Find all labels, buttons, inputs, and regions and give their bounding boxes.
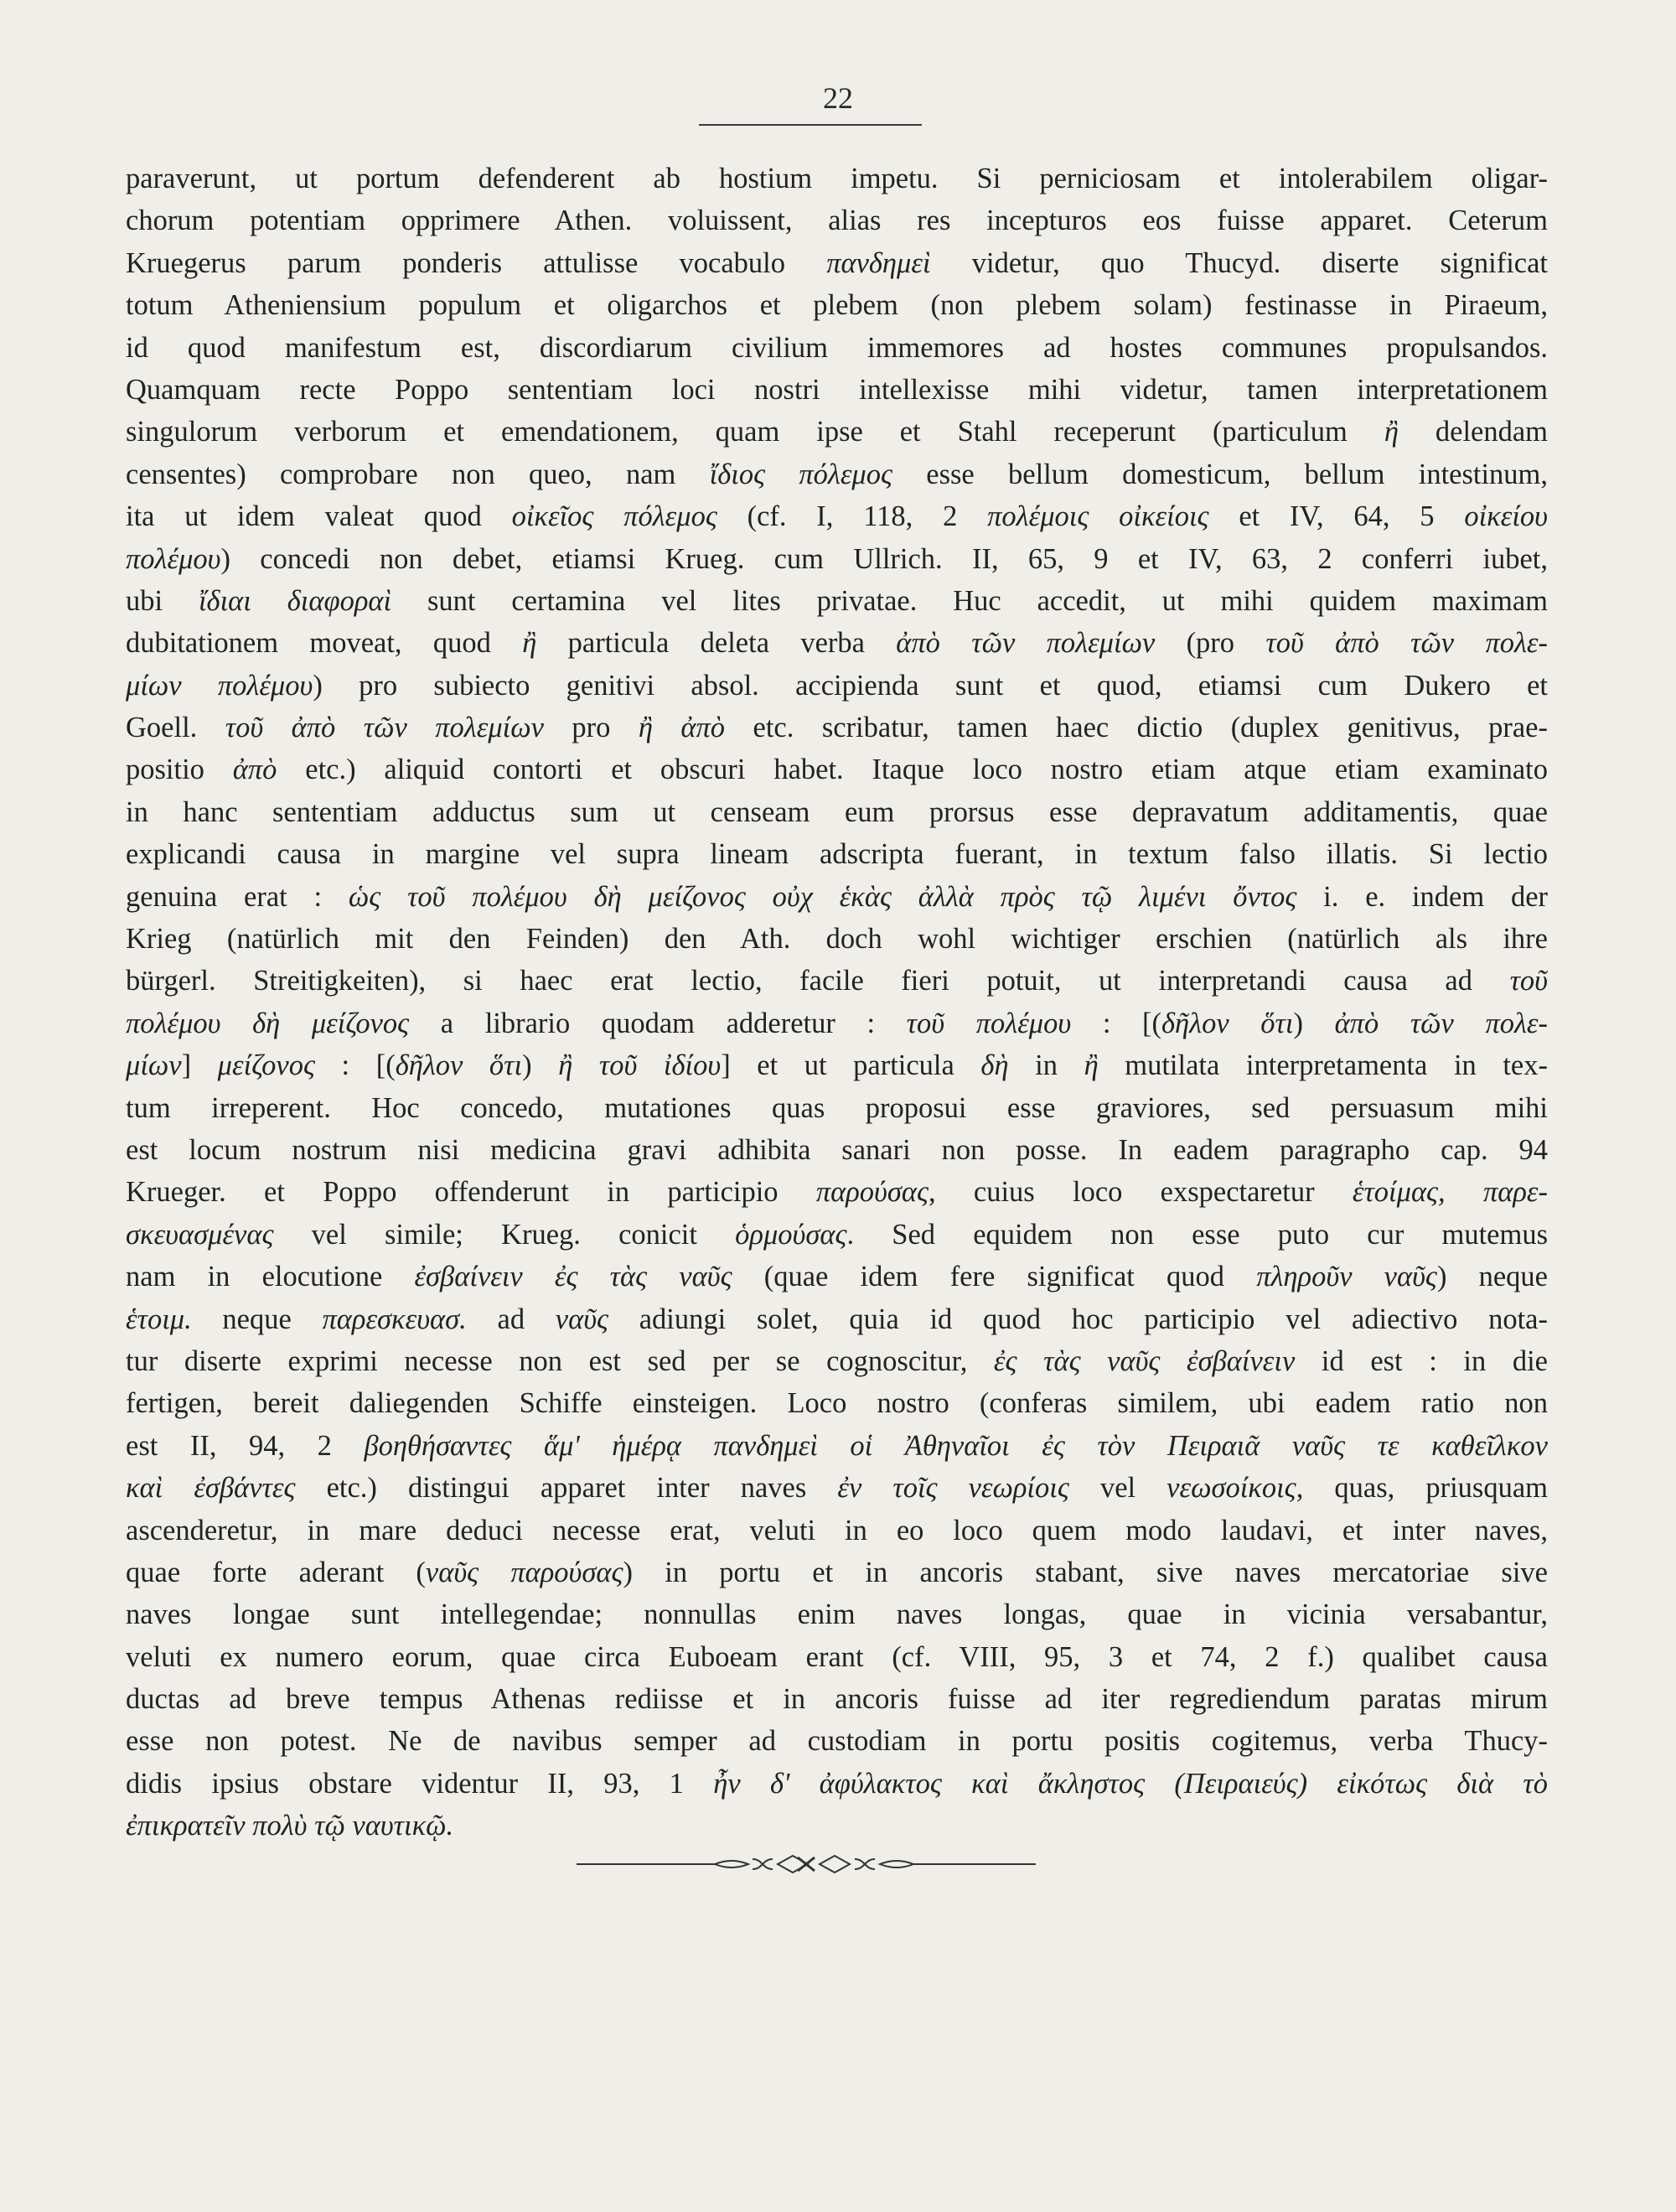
latin-text: etc.) distingui apparet inter naves — [295, 1472, 838, 1505]
latin-text: (quae idem fere significat quod — [732, 1261, 1257, 1293]
greek-text: ἴδιος πόλεμος — [709, 458, 892, 490]
greek-text: τοῦ ἀπὸ τῶν πολεμίων — [225, 712, 544, 744]
greek-text: μείζονος — [217, 1049, 315, 1082]
greek-text: παρεσκευασ. — [322, 1303, 467, 1335]
latin-text: chorum potentiam opprimere Athen. voluissent, alias res incepturos eos fuisse apparet. Ceterum — [126, 205, 1548, 237]
latin-text: delendam — [1398, 416, 1548, 448]
latin-text: bürgerl. Streitigkeiten), si haec erat lectio, facile fieri potuit, ut interpretandi causa ad — [126, 965, 1510, 997]
latin-text: naves longae sunt intellegendae; nonnullas enim naves longas, quae in vicinia versabantur, — [126, 1598, 1548, 1631]
latin-text: vel — [1068, 1472, 1167, 1505]
greek-text: ἐν τοῖς νεωρίοις — [837, 1472, 1069, 1505]
text-line — [126, 1214, 1548, 1256]
latin-text: et IV, 64, 5 — [1208, 500, 1465, 533]
text-line — [126, 1425, 1548, 1467]
text-line — [126, 1636, 1548, 1678]
latin-text: censentes) comprobare non queo, nam — [126, 458, 710, 490]
text-line — [126, 1171, 1548, 1213]
body-text — [126, 158, 1548, 1847]
latin-text: i. e. indem der — [1296, 880, 1549, 913]
text-line — [126, 199, 1548, 241]
greek-text: ἀπὸ τῶν πολε- — [1334, 1007, 1549, 1039]
greek-text: δῆλον ὅτι — [1161, 1007, 1294, 1039]
greek-text: νεωσοίκοις — [1166, 1472, 1296, 1505]
latin-text: id quod manifestum est, discordiarum civilium immemores ad hostes communes propulsandos. — [126, 331, 1548, 364]
latin-text: veluti ex numero eorum, quae circa Euboeam erant (cf. VIII, 95, 3 et 74, 2 f.) qualibet causa — [126, 1640, 1548, 1673]
text-line — [126, 1720, 1548, 1762]
latin-text: , cuius loco exspectaretur — [929, 1176, 1353, 1209]
latin-text: ita ut idem valeat quod — [126, 500, 512, 533]
greek-text: ἑτοίμας, παρε- — [1352, 1176, 1548, 1209]
latin-text: particula deleta verba — [536, 627, 897, 660]
greek-text: ἢ — [1384, 416, 1399, 448]
latin-text: etc. scribatur, tamen haec dictio (duplex genitivus, prae- — [725, 712, 1548, 744]
latin-text: ductas ad breve tempus Athenas rediisse et in ancoris fuisse ad iter regrediendum paratas mirum — [126, 1683, 1548, 1716]
latin-text: Quamquam recte Poppo sententiam loci nostri intellexisse mihi videtur, tamen interpretationem — [126, 373, 1548, 406]
latin-text: . Sed equidem non esse puto cur mutemus — [846, 1218, 1548, 1251]
text-line — [126, 580, 1548, 622]
text-line — [126, 707, 1548, 749]
latin-text: etc.) aliquid contorti et obscuri habet. Itaque loco nostro etiam atque etiam examinato — [277, 754, 1548, 786]
latin-text: explicandi causa in margine vel supra lineam adscripta fuerant, in textum falso illatis. Si lectio — [126, 838, 1548, 871]
greek-text: καὶ ἐσβάντες — [126, 1472, 296, 1505]
latin-text: singulorum verborum et emendationem, quam ipse et Stahl receperunt (particulum — [126, 416, 1384, 448]
text-line — [126, 918, 1548, 960]
greek-text: ἦν δ' ἀφύλακτος καὶ ἄκληστος (Πειραιεύς) εἰκότως διὰ τὸ — [713, 1767, 1549, 1800]
latin-text: ) concedi non debet, etiamsi Krueg. cum Ullrich. II, 65, 9 et IV, 63, 2 conferri iubet, — [220, 542, 1548, 575]
greek-text: ἐσβαίνειν ἐς τὰς ναῦς — [414, 1261, 732, 1293]
text-line — [126, 1087, 1548, 1129]
latin-text: ) — [1293, 1007, 1335, 1039]
latin-text: neque — [191, 1303, 323, 1335]
latin-text: ) in portu et in ancoris stabant, sive naves mercatoriae sive — [623, 1556, 1548, 1588]
greek-text: πολέμοις οἰκείοις — [987, 500, 1209, 533]
latin-text: tur diserte exprimi necesse non est sed per se cognoscitur, — [126, 1344, 994, 1377]
latin-text: ] — [181, 1049, 218, 1082]
text-line — [126, 495, 1548, 537]
latin-text: a librario quodam adderetur : — [409, 1007, 907, 1039]
greek-text: ναῦς παρούσας — [425, 1556, 623, 1588]
latin-text: in — [1008, 1049, 1084, 1082]
latin-text: quae forte aderant ( — [126, 1556, 426, 1588]
greek-text: βοηθήσαντες ἅμ' ἡμέρᾳ πανδημεὶ οἱ Ἀθηναῖοι ἐς τὸν Πειραιᾶ ναῦς τε καθεῖλκον — [364, 1429, 1548, 1462]
greek-text: ὡς τοῦ πολέμου δὴ μείζονος οὐχ ἑκὰς ἀλλὰ πρὸς τῷ λιμένι ὄντος — [348, 880, 1297, 913]
text-line — [126, 1510, 1548, 1552]
latin-text: : [( — [314, 1049, 396, 1082]
latin-text: tum irreperent. Hoc concedo, mutationes quas proposui esse graviores, sed persuasum mihi — [126, 1091, 1548, 1124]
text-line — [126, 411, 1548, 453]
greek-text: τοῦ πολέμου — [906, 1007, 1072, 1039]
text-line — [126, 1382, 1548, 1424]
latin-text: Goell. — [126, 712, 225, 744]
latin-text: mutilata interpretamenta in tex- — [1098, 1049, 1548, 1082]
latin-text: ad — [466, 1303, 556, 1335]
greek-text: πανδημεὶ — [826, 246, 931, 279]
latin-text: ) neque — [1436, 1261, 1548, 1293]
greek-text: οἰκεῖος πόλεμος — [511, 500, 717, 533]
latin-text: esse bellum domesticum, bellum intestinum, — [892, 458, 1549, 490]
greek-text: μίων πολέμου — [126, 669, 313, 702]
latin-text: adiungi solet, quia id quod hoc participio vel adiectivo nota- — [608, 1303, 1548, 1335]
text-line — [126, 1340, 1548, 1382]
text-line — [126, 1552, 1548, 1593]
latin-text: vel simile; Krueg. conicit — [273, 1218, 736, 1251]
text-line — [126, 1678, 1548, 1720]
text-line — [126, 538, 1548, 580]
greek-text: δὴ — [980, 1049, 1009, 1082]
greek-text: δῆλον ὅτι — [395, 1049, 523, 1082]
greek-text: οἰκείου — [1464, 500, 1548, 533]
text-line — [126, 1298, 1548, 1340]
greek-text: τοῦ — [1509, 965, 1548, 997]
latin-text: ubi — [126, 584, 199, 617]
greek-text: ἀπὸ — [232, 754, 277, 786]
latin-text: est locum nostrum nisi medicina gravi adhibita sanari non posse. In eadem paragrapho cap. 94 — [126, 1133, 1548, 1166]
greek-text: ἐπικρατεῖν πολὺ τῷ ναυτικῷ. — [126, 1810, 454, 1842]
greek-text: ὁρμούσας — [735, 1218, 847, 1251]
greek-text: ἀπὸ τῶν πολεμίων — [896, 627, 1156, 660]
latin-text: didis ipsius obstare videntur II, 93, 1 — [126, 1767, 714, 1800]
text-line — [126, 833, 1548, 875]
end-ornament — [577, 1852, 1036, 1876]
text-line — [126, 158, 1548, 199]
latin-text: id est : in die — [1295, 1344, 1548, 1377]
latin-text: ) pro subiecto genitivi absol. accipienda sunt et quod, etiamsi cum Dukero et — [313, 669, 1549, 702]
latin-text: Kruegerus parum ponderis attulisse vocabulo — [126, 246, 827, 279]
latin-text: Krieg (natürlich mit den Feinden) den Ath. doch wohl wichtiger erschien (natürlich als ihre — [126, 923, 1548, 956]
page-number: 22 — [823, 81, 853, 115]
greek-text: παρούσας — [815, 1176, 929, 1209]
greek-text: ἢ — [1084, 1049, 1099, 1082]
latin-text: paraverunt, ut portum defenderent ab hostium impetu. Si perniciosam et intolerabilem oligar- — [126, 163, 1548, 194]
page-number-rule — [699, 124, 922, 126]
greek-text: ἑτοιμ. — [126, 1303, 192, 1335]
latin-text: videtur, quo Thucyd. diserte significat — [930, 246, 1548, 279]
text-line — [126, 622, 1548, 664]
greek-text: ναῦς — [555, 1303, 609, 1335]
text-line — [126, 791, 1548, 833]
text-line — [126, 1467, 1548, 1509]
greek-text: πληροῦν ναῦς — [1256, 1261, 1437, 1293]
latin-text: dubitationem moveat, quod — [126, 627, 523, 660]
latin-text: pro — [543, 712, 639, 744]
latin-text: , quas, priusquam — [1296, 1472, 1548, 1505]
greek-text: πολέμου δὴ μείζονος — [126, 1007, 410, 1039]
latin-text: Krueger. et Poppo offenderunt in participio — [126, 1176, 816, 1209]
text-line — [126, 1763, 1548, 1805]
text-line — [126, 453, 1548, 495]
latin-text: (cf. I, 118, 2 — [716, 500, 988, 533]
greek-text: τοῦ ἀπὸ τῶν πολε- — [1265, 627, 1549, 660]
greek-text: ἢ ἀπὸ — [638, 712, 726, 744]
greek-text: μίων — [126, 1049, 182, 1082]
text-line — [126, 960, 1548, 1002]
latin-text: nam in elocutione — [126, 1261, 415, 1293]
text-line — [126, 749, 1548, 790]
text-line — [126, 1002, 1548, 1044]
latin-text: genuina erat : — [126, 880, 349, 913]
latin-text: fertigen, bereit daliegenden Schiffe einsteigen. Loco nostro (conferas similem, ubi eadem ratio non — [126, 1387, 1548, 1420]
text-line — [126, 369, 1548, 411]
text-line — [126, 665, 1548, 707]
text-line — [126, 1256, 1548, 1298]
latin-text: totum Atheniensium populum et oligarchos et plebem (non plebem solam) festinasse in Piraeum, — [126, 289, 1548, 322]
text-line — [126, 876, 1548, 918]
latin-text: ] et ut particula — [721, 1049, 981, 1082]
latin-text: ) — [522, 1049, 559, 1082]
greek-text: πολέμου — [126, 542, 221, 575]
text-line — [126, 1593, 1548, 1635]
text-line — [126, 327, 1548, 369]
text-line — [126, 284, 1548, 326]
greek-text: σκευασμένας — [126, 1218, 274, 1251]
latin-text: sunt certamina vel lites privatae. Huc accedit, ut mihi quidem maximam — [391, 584, 1548, 617]
latin-text: est II, 94, 2 — [126, 1429, 365, 1462]
greek-text: ἴδιαι διαφοραὶ — [198, 584, 392, 617]
greek-text: ἐς τὰς ναῦς ἐσβαίνειν — [993, 1344, 1296, 1377]
greek-text: ἢ τοῦ ἰδίου — [558, 1049, 722, 1082]
text-line — [126, 1805, 1548, 1847]
text-line — [126, 242, 1548, 284]
text-line — [126, 1044, 1548, 1086]
greek-text: ἢ — [522, 627, 537, 660]
latin-text: in hanc sententiam adductus sum ut censeam eum prorsus esse depravatum additamentis, quae — [126, 795, 1548, 828]
text-line — [126, 1129, 1548, 1171]
latin-text: ascenderetur, in mare deduci necesse erat, veluti in eo loco quem modo laudavi, et inter naves, — [126, 1514, 1548, 1546]
latin-text: positio — [126, 754, 233, 786]
latin-text: (pro — [1155, 627, 1266, 660]
latin-text: esse non potest. Ne de navibus semper ad custodiam in portu positis cogitemus, verba Thucy- — [126, 1725, 1548, 1758]
latin-text: : [( — [1071, 1007, 1161, 1039]
